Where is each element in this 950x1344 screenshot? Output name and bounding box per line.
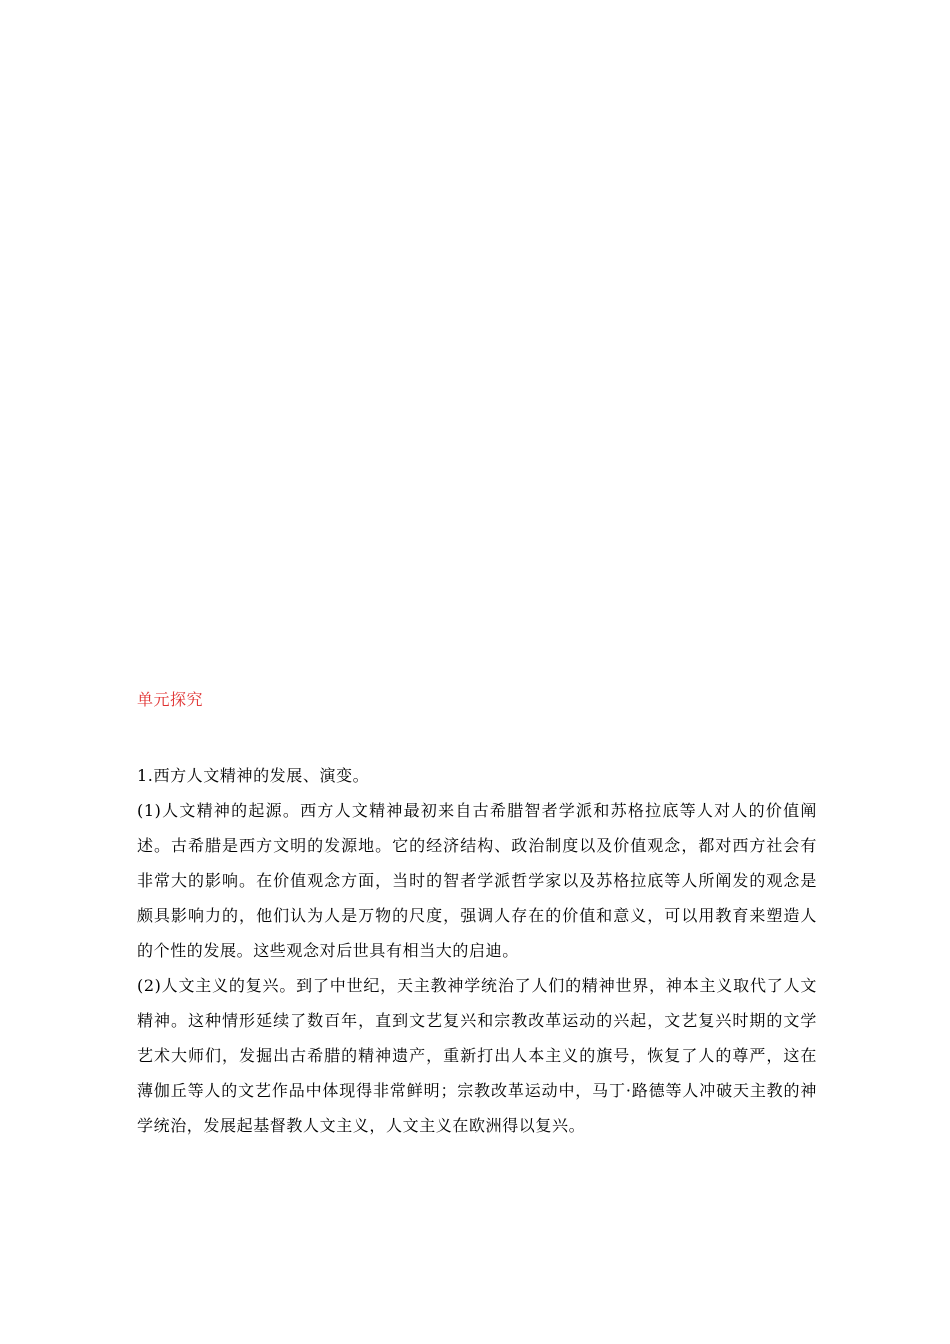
item-title: 1.西方人文精神的发展、演变。 [137,766,370,785]
paragraph-origin: (1)人文精神的起源。西方人文精神最初来自古希腊智者学派和苏格拉底等人对人的价值阐述。古希腊是西方文明的发源地。它的经济结构、政治制度以及价值观念，都对西方社会有非常大的影响。在价值观念方面，当时的智者学派哲学家以及苏格拉底等人所阐发的观念是颇具影响力的，他们认为人是万物的尺度，强调人存在的价值和意义，可以用教育来塑造人的个性的发展。这些观念对后世具有相当大的启迪。 [137,801,817,960]
document-body [137,758,817,1143]
section-heading: 单元探究 [137,690,204,709]
paragraph-revival: (2)人文主义的复兴。到了中世纪，天主教神学统治了人们的精神世界，神本主义取代了人文精神。这种情形延续了数百年，直到文艺复兴和宗教改革运动的兴起，文艺复兴时期的文学艺术大师们，发掘出古希腊的精神遗产，重新打出人本主义的旗号，恢复了人的尊严，这在薄伽丘等人的文艺作品中体现得非常鲜明；宗教改革运动中，马丁·路德等人冲破天主教的神学统治，发展起基督教人文主义，人文主义在欧洲得以复兴。 [137,976,817,1135]
